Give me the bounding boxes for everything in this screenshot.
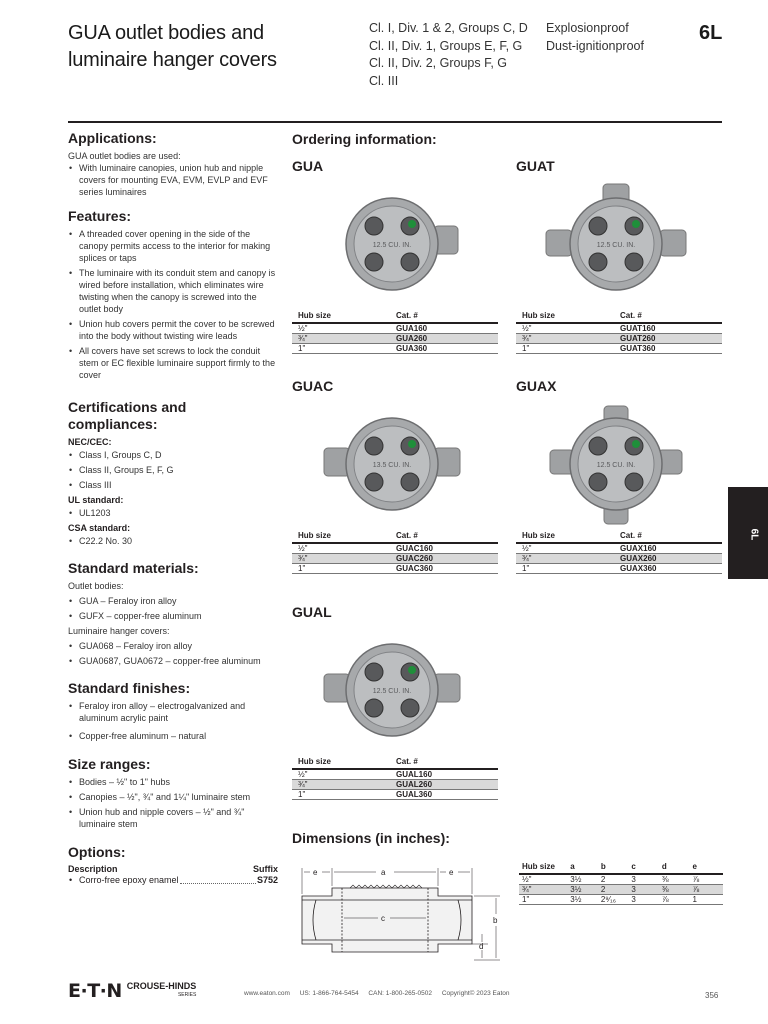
outlet-bodies-label: Outlet bodies: xyxy=(68,581,124,591)
list-item: • GUA – Feraloy iron alloy xyxy=(68,595,278,607)
table-row: ¾" GUA260 xyxy=(292,334,498,344)
materials-heading: Standard materials: xyxy=(68,560,199,576)
footer-contact xyxy=(244,990,518,997)
product-photo-gual xyxy=(312,628,472,756)
catalog-number[interactable]: GUAL360 xyxy=(396,790,433,799)
catalog-number[interactable]: GUAT260 xyxy=(620,334,656,343)
catalog-number[interactable]: GUAT360 xyxy=(620,344,656,353)
hub-marking: 12.5 CU. IN. xyxy=(372,242,412,249)
nec-label: NEC/CEC: xyxy=(68,437,112,447)
table-row: ½" GUAT160 xyxy=(516,324,722,334)
table-row: ¾" GUAX260 xyxy=(516,554,722,564)
list-item: • Class III xyxy=(68,479,278,491)
dimensions-table-header: Hub size a b c d e xyxy=(519,862,723,875)
page-number: 356 xyxy=(705,991,719,1000)
copyright: Copyright© 2023 Eaton xyxy=(441,990,510,997)
dim-label-a: a xyxy=(381,868,386,877)
list-item: • The luminaire with its conduit stem and canopy is wired before installation, which eliminates wire twisting when the canopy is screwed into the outlet body xyxy=(68,267,278,315)
list-item: • Union hub and nipple covers – ½" and ¾" luminaire stem xyxy=(68,806,278,830)
size-ranges-list xyxy=(68,776,278,830)
features-heading: Features: xyxy=(68,208,132,224)
finishes-list xyxy=(68,700,278,742)
dim-label-e2: e xyxy=(449,868,454,877)
catalog-number[interactable]: GUAL160 xyxy=(396,770,433,779)
product-label-guac: GUAC xyxy=(292,378,334,394)
applications-list xyxy=(68,162,278,198)
dim-label-d: d xyxy=(479,942,484,951)
list-item: • GUA068 – Feraloy iron alloy xyxy=(68,640,278,652)
table-row: ½" GUAC160 xyxy=(292,544,498,554)
list-item: • UL1203 xyxy=(68,507,278,519)
leader-dots xyxy=(180,874,256,884)
product-photo-gua xyxy=(312,182,472,310)
product-photo-guac xyxy=(312,402,472,530)
options-table-header: Description Suffix xyxy=(68,864,278,874)
list-item: • With luminaire canopies, union hub and nipple covers for mounting EVA, EVM, EVLP and EVF series luminaires xyxy=(68,162,278,198)
product-label-gua: GUA xyxy=(292,158,324,174)
product-photo-guax xyxy=(536,402,696,530)
outlet-materials-list xyxy=(68,595,278,622)
catalog-number[interactable]: GUAX360 xyxy=(620,564,657,573)
hub-marking: 12.5 CU. IN. xyxy=(372,688,412,695)
table-row: ¾" GUAT260 xyxy=(516,334,722,344)
hanger-materials-list xyxy=(68,640,278,667)
catalog-number[interactable]: GUAC360 xyxy=(396,564,433,573)
product-photo-guat xyxy=(536,182,696,310)
catalog-number[interactable]: GUAX260 xyxy=(620,554,657,563)
header-divider xyxy=(68,121,722,123)
section-side-tab[interactable]: 6L xyxy=(728,487,768,579)
list-item: • Canopies – ½", ¾" and 1¼" luminaire stem xyxy=(68,791,278,803)
hanger-covers-label: Luminaire hanger covers: xyxy=(68,626,170,636)
features-list xyxy=(68,228,278,381)
hub-marking: 12.5 CU. IN. xyxy=(596,462,636,469)
table-row: 1" GUAC360 xyxy=(292,564,498,574)
list-item: • Copper-free aluminum – natural xyxy=(68,730,278,742)
ordering-table-guax xyxy=(516,530,722,574)
options-row: • Corro-free epoxy enamel S752 xyxy=(68,874,278,887)
dimension-drawing xyxy=(292,860,506,970)
ul-list xyxy=(68,507,278,519)
dimensions-heading: Dimensions (in inches): xyxy=(292,830,450,846)
list-item: • All covers have set screws to lock the conduit stem or EC flexible luminaire support firmly to the cover xyxy=(68,345,278,381)
list-item: • Bodies – ½" to 1" hubs xyxy=(68,776,278,788)
list-item: • A threaded cover opening in the side of the canopy permits access to the interior for making splices or taps xyxy=(68,228,278,264)
product-label-guax: GUAX xyxy=(516,378,557,394)
catalog-number[interactable]: GUA360 xyxy=(396,344,428,353)
catalog-number[interactable]: GUA260 xyxy=(396,334,428,343)
dim-label-e: e xyxy=(313,868,318,877)
list-item: • Class I, Groups C, D xyxy=(68,449,278,461)
hub-marking: 12.5 CU. IN. xyxy=(596,242,636,249)
ordering-table-header: Hub size Cat. # xyxy=(516,530,722,544)
dim-label-b: b xyxy=(493,916,498,925)
dim-label-c: c xyxy=(381,914,385,923)
catalog-number[interactable]: GUA160 xyxy=(396,324,428,333)
catalog-number[interactable]: GUAL260 xyxy=(396,780,433,789)
ordering-table-gual xyxy=(292,756,498,800)
website-link[interactable]: www.eaton.com xyxy=(244,990,290,997)
ordering-table-header: Hub size Cat. # xyxy=(292,530,498,544)
list-item: • GUA0687, GUA0672 – copper-free aluminum xyxy=(68,655,278,667)
csa-list xyxy=(68,535,278,547)
ordering-table-header: Hub size Cat. # xyxy=(516,310,722,324)
table-row: ¾" 3½ 2 3 ⅜ ⅞ xyxy=(519,885,723,895)
ordering-table-header: Hub size Cat. # xyxy=(292,310,498,324)
eaton-logo[interactable]: E·T·N CROUSE-HINDS SERIES xyxy=(68,980,197,1002)
table-row: 1" GUA360 xyxy=(292,344,498,354)
applications-heading: Applications: xyxy=(68,130,157,146)
ordering-table-header: Hub size Cat. # xyxy=(292,756,498,770)
size-ranges-heading: Size ranges: xyxy=(68,756,151,772)
list-item: • Union hub covers permit the cover to be screwed into the body without twisting wire leads xyxy=(68,318,278,342)
ordering-table-gua xyxy=(292,310,498,354)
specs-column xyxy=(68,130,278,887)
catalog-number[interactable]: GUAC160 xyxy=(396,544,433,553)
catalog-number[interactable]: GUAX160 xyxy=(620,544,657,553)
csa-label: CSA standard: xyxy=(68,523,131,533)
ordering-table-guat xyxy=(516,310,722,354)
table-row: ½" GUAX160 xyxy=(516,544,722,554)
table-row: ½" 3½ 2 3 ⅜ ⅞ xyxy=(519,875,723,885)
can-phone: CAN: 1-800-265-0502 xyxy=(368,990,433,997)
ordering-heading: Ordering information: xyxy=(292,131,437,147)
applications-intro: GUA outlet bodies are used: xyxy=(68,151,181,161)
section-number: 6L xyxy=(699,22,723,44)
table-row: 1" 3½ 2⁹⁄₁₆ 3 ⅞ 1 xyxy=(519,895,723,905)
hazard-classes: Cl. I, Div. 1 & 2, Groups C, D Cl. II, Div. 1, Groups E, F, G Cl. II, Div. 2, Groups F, G Cl. III xyxy=(369,21,528,88)
page-title: GUA outlet bodies and luminaire hanger covers xyxy=(68,22,277,71)
product-label-guat: GUAT xyxy=(516,158,555,174)
list-item: • C22.2 No. 30 xyxy=(68,535,278,547)
table-row: 1" GUAX360 xyxy=(516,564,722,574)
table-row: ¾" GUAL260 xyxy=(292,780,498,790)
product-label-gual: GUAL xyxy=(292,604,332,620)
certifications-heading: Certifications and compliances: xyxy=(68,399,187,432)
ul-label: UL standard: xyxy=(68,495,124,505)
table-row: 1" GUAL360 xyxy=(292,790,498,800)
dimensions-table xyxy=(519,862,723,905)
table-row: ½" GUA160 xyxy=(292,324,498,334)
options-heading: Options: xyxy=(68,844,126,860)
table-row: 1" GUAT360 xyxy=(516,344,722,354)
catalog-number[interactable]: GUAT160 xyxy=(620,324,656,333)
hub-marking: 13.5 CU. IN. xyxy=(372,462,412,469)
list-item: • Feraloy iron alloy – electrogalvanized and aluminum acrylic paint xyxy=(68,700,278,724)
ratings: Explosionproof Dust-ignitionproof xyxy=(546,21,644,53)
list-item: • GUFX – copper-free aluminum xyxy=(68,610,278,622)
list-item: • Class II, Groups E, F, G xyxy=(68,464,278,476)
finishes-heading: Standard finishes: xyxy=(68,680,191,696)
nec-list xyxy=(68,449,278,491)
us-phone: US: 1-866-764-5454 xyxy=(299,990,359,997)
ordering-table-guac xyxy=(292,530,498,574)
table-row: ½" GUAL160 xyxy=(292,770,498,780)
catalog-number[interactable]: GUAC260 xyxy=(396,554,433,563)
table-row: ¾" GUAC260 xyxy=(292,554,498,564)
